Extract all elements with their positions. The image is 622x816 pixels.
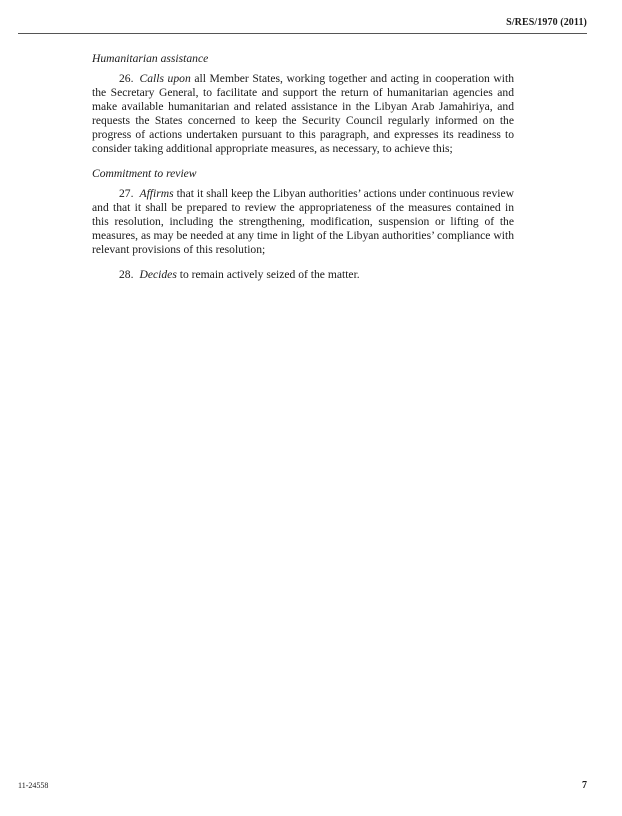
operative-verb: Decides	[139, 268, 177, 281]
paragraph-text: all Member States, working together and acting in cooperation with the Secretary General, to facilitate and support the return of humanitarian agencies and make available humanitarian and related assistance in the Libyan Arab Jamahiriya, and requests the States concerned to keep the Security Council regularly informed on the progress of actions undertaken pursuant to this paragraph, and expresses its readiness to consider taking additional appropriate measures, as necessary, to achieve this;	[92, 72, 514, 155]
paragraph-number: 27.	[119, 187, 134, 200]
page-number: 7	[582, 780, 587, 791]
section-heading-humanitarian: Humanitarian assistance	[92, 52, 209, 65]
header-divider	[18, 33, 587, 34]
paragraph-number: 26.	[119, 72, 134, 85]
operative-verb: Calls upon	[139, 72, 191, 85]
paragraph-text: to remain actively seized of the matter.	[176, 268, 360, 281]
operative-verb: Affirms	[139, 187, 174, 200]
paragraph-number: 28.	[119, 268, 134, 281]
document-symbol: S/RES/1970 (2011)	[506, 17, 587, 28]
paragraph-28	[92, 268, 514, 282]
paragraph-26	[92, 72, 514, 156]
resolution-body	[92, 52, 514, 293]
section-heading-review: Commitment to review	[92, 167, 197, 180]
paragraph-27	[92, 187, 514, 257]
document-number: 11-24558	[18, 781, 49, 790]
paragraph-text: that it shall keep the Libyan authorities’ actions under continuous review and that it shall be prepared to review the appropriateness of the measures contained in this resolution, including the strengthening, modification, suspension or lifting of the measures, as may be needed at any time in light of the Libyan authorities’ compliance with relevant provisions of this resolution;	[92, 187, 514, 256]
